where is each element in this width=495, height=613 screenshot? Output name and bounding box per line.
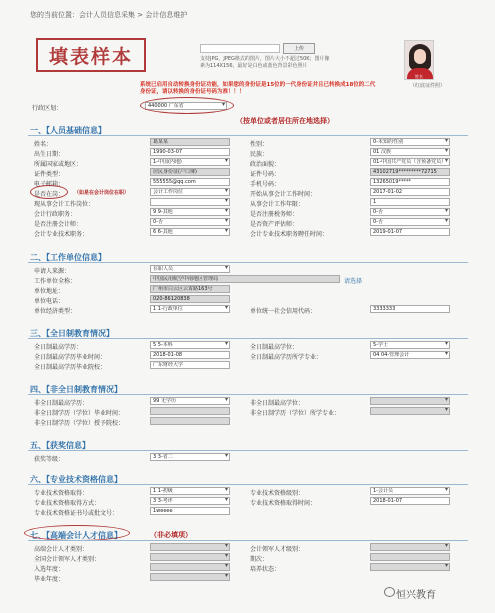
idtype-field[interactable]: 居民身份证(户口簿) bbox=[150, 168, 230, 176]
phone-label: 手机号码： bbox=[250, 181, 281, 188]
admin-region-instruction: （按单位或者居住所在地选择） bbox=[236, 117, 334, 125]
section-divider bbox=[28, 484, 468, 485]
section-basic-info: 一、【人员基础信息】 bbox=[30, 126, 106, 135]
senior-grad-label: 毕业年度： bbox=[34, 576, 65, 583]
idno-field[interactable]: 43102719*********72715 bbox=[370, 168, 450, 176]
unit-label: 工作单位全称： bbox=[34, 278, 77, 285]
startdate-field[interactable]: 2017-01-02 bbox=[370, 188, 450, 196]
ft-school-label: 全日制最高学历毕业院校： bbox=[34, 364, 107, 371]
addr-label: 单位地址： bbox=[34, 288, 65, 295]
ft-school-field[interactable]: 广东财经大学 bbox=[150, 361, 230, 369]
unit-field[interactable]: 中国民用航空中南地区管理局 bbox=[150, 275, 340, 283]
email-label: 电子邮箱： bbox=[34, 181, 65, 188]
working-label: 是否在岗： bbox=[34, 191, 65, 198]
notice-text: 系统已启用自动转换身份证功能，如果您的身份证是15位的一代身份证并且已转换成18位的二代身份证，请以转换的身份证号码为准！！！ bbox=[140, 82, 376, 95]
unit-select-link[interactable]: 请选择 bbox=[344, 278, 363, 285]
senior-training-label: 培养状态： bbox=[250, 566, 281, 573]
senior-grad-select[interactable] bbox=[150, 573, 230, 581]
senior-year-label: 入选年度： bbox=[34, 566, 65, 573]
working-note: （如是在会计岗位在职） bbox=[74, 190, 130, 196]
tech-post-select[interactable]: 6 6-其他 ▾ bbox=[150, 228, 230, 236]
tech-name-label: 专业技术资格取得： bbox=[34, 490, 89, 497]
idtype-label: 证件类型： bbox=[34, 171, 65, 178]
senior-type-select[interactable] bbox=[150, 543, 230, 551]
senior-level-label: 会计领军人才级别： bbox=[250, 546, 305, 553]
ft-degree-select[interactable]: 5-学士 ▾ bbox=[370, 341, 450, 349]
senior-training-select[interactable] bbox=[370, 563, 450, 571]
nature-select[interactable]: 1 1-行政单位 ▾ bbox=[150, 305, 230, 313]
pt-major-label: 非全日制学历（学位）所学专业： bbox=[250, 410, 341, 417]
assessor-label: 是否资产评估师： bbox=[250, 221, 299, 228]
nature-label: 单位经济类型： bbox=[34, 308, 77, 315]
admin-region-select[interactable]: 440000 广东省 ▾ bbox=[145, 102, 227, 110]
pt-degree-select[interactable] bbox=[370, 397, 450, 405]
ft-degree-label: 全日制最高学位： bbox=[250, 344, 299, 351]
tech-date-label: 会计专业技术职务聘任时间： bbox=[250, 231, 329, 238]
tech-time-field[interactable]: 2018-01-07 bbox=[370, 497, 450, 505]
tech-date-field[interactable]: 2019-01-07 bbox=[370, 228, 450, 236]
tech-post-label: 会计专业技术职务： bbox=[34, 231, 89, 238]
pt-date-field[interactable] bbox=[150, 407, 230, 415]
pt-edu-label: 非全日制最高学历： bbox=[34, 400, 89, 407]
senior-circle bbox=[24, 525, 130, 541]
admin-post-label: 会计行政职务： bbox=[34, 211, 77, 218]
senior-level-select[interactable] bbox=[370, 543, 450, 551]
gender-label: 性别： bbox=[250, 141, 269, 148]
source-select[interactable]: 在职人员 ▾ bbox=[150, 265, 230, 273]
section-divider bbox=[28, 338, 468, 339]
pt-school-label: 非全日制学历（学位）授予院校： bbox=[34, 420, 125, 427]
senior-national-label: 全国会计领军人才类别： bbox=[34, 556, 101, 563]
tech-cert-label: 专业技术资格证书号或批文号： bbox=[34, 510, 119, 517]
tech-time-label: 专业技术资格取得时间： bbox=[250, 500, 317, 507]
position-select[interactable] bbox=[150, 198, 230, 206]
years-label: 从事会计工作年限： bbox=[250, 201, 305, 208]
political-select[interactable]: 01-中国共产党员（含预备党员） ▾ bbox=[370, 158, 450, 166]
section-divider bbox=[28, 135, 468, 136]
award-level-label: 获奖等级： bbox=[34, 456, 65, 463]
admin-region-circle bbox=[140, 97, 234, 114]
pt-degree-label: 非全日制最高学位： bbox=[250, 400, 305, 407]
section-divider bbox=[28, 262, 468, 263]
photo-caption: （红底证件照） bbox=[410, 83, 446, 89]
tech-level-label: 专业技术资格级别： bbox=[250, 490, 305, 497]
registered-select[interactable]: 0-否 ▾ bbox=[370, 208, 450, 216]
senior-term-field[interactable] bbox=[370, 553, 450, 561]
startdate-label: 开始从事会计工作时间： bbox=[250, 191, 317, 198]
ethnic-label: 民族： bbox=[250, 151, 269, 158]
admin-post-select[interactable]: 9 9-其他 ▾ bbox=[150, 208, 230, 216]
ft-edu-label: 全日制最高学历： bbox=[34, 344, 83, 351]
position-label: 现从事会计工作岗位： bbox=[34, 201, 95, 208]
years-field[interactable]: 1 bbox=[370, 198, 450, 206]
upload-button[interactable]: 上传 bbox=[283, 43, 315, 54]
working-select[interactable]: 会计工作岗位 ▾ bbox=[150, 188, 230, 196]
pt-school-field[interactable] bbox=[150, 417, 230, 425]
credit-label: 单位统一社会信用代码： bbox=[250, 308, 317, 315]
senior-national-select[interactable] bbox=[150, 553, 230, 561]
senior-type-label: 高端会计人才类别： bbox=[34, 546, 89, 553]
tech-cert-field[interactable]: 1weeee bbox=[150, 507, 230, 515]
country-select[interactable]: 1-中国(内地) ▾ bbox=[150, 158, 230, 166]
pt-date-label: 非全日制学历（学位）毕业时间： bbox=[34, 410, 125, 417]
sample-stamp: 填表样本 bbox=[36, 38, 146, 72]
admin-region-label: 行政区划： bbox=[32, 105, 63, 112]
birth-field[interactable]: 1990-03-07 bbox=[150, 148, 230, 156]
name-label: 姓名： bbox=[34, 141, 53, 148]
senior-term-label: 期次： bbox=[250, 556, 269, 563]
name-field[interactable]: 葛某某 bbox=[150, 138, 230, 146]
ft-major-select[interactable]: 04 04-管理会计 ▾ bbox=[370, 351, 450, 359]
section-work-info: 二、【工作单位信息】 bbox=[30, 253, 106, 262]
breadcrumb: 您的当前位置：会计人员信息采集 > 会计信息维护 bbox=[30, 11, 188, 19]
photo-name: 姓名 bbox=[415, 74, 423, 79]
section-senior-talent: 七、【高端会计人才信息】 bbox=[30, 531, 122, 540]
ft-major-label: 全日制最高学历所学专业： bbox=[250, 354, 323, 361]
upload-tip: 支持JPG，JPEG格式的图片，图片大小不超过50K；图片像素为114X156，最好是白色或蓝色背景彩色照片 bbox=[200, 56, 330, 69]
id-photo bbox=[404, 40, 434, 80]
section-tech-qualification: 六、【专业技术资格信息】 bbox=[30, 475, 122, 484]
tel-label: 单位电话： bbox=[34, 298, 65, 305]
registered-label: 是否注册税务师： bbox=[250, 211, 299, 218]
award-level-select[interactable]: 3 3-省二 ▾ bbox=[150, 453, 230, 461]
source-label: 申请人来源： bbox=[34, 268, 71, 275]
phone-field[interactable]: 13265019***** bbox=[370, 178, 450, 186]
birth-label: 出生日期： bbox=[34, 151, 65, 158]
addr-field[interactable]: 广州市白云区云霄路163号 bbox=[150, 285, 230, 293]
ft-date-label: 全日制最高学历毕业时间： bbox=[34, 354, 107, 361]
optional-note: （非必填项） bbox=[150, 531, 192, 539]
cpa-label: 是否注册会计师： bbox=[34, 221, 83, 228]
working-circle bbox=[30, 185, 68, 199]
email-field[interactable]: 555555@qq.com bbox=[150, 178, 230, 186]
photo-file-input[interactable] bbox=[200, 44, 280, 53]
assessor-select[interactable]: 0-否 ▾ bbox=[370, 218, 450, 226]
ft-date-field[interactable]: 2018-01-08 bbox=[150, 351, 230, 359]
section-divider bbox=[28, 394, 468, 395]
tel-field[interactable]: 020-86120838 bbox=[150, 295, 230, 303]
pt-major-select[interactable] bbox=[370, 407, 450, 415]
country-label: 所属国家或地区： bbox=[34, 161, 83, 168]
section-divider bbox=[28, 450, 468, 451]
credit-field[interactable]: 3333333 bbox=[370, 305, 450, 313]
tech-name-select[interactable]: 1 1-初级 ▾ bbox=[150, 487, 230, 495]
ethnic-select[interactable]: 01 汉族 ▾ bbox=[370, 148, 450, 156]
pt-edu-select[interactable]: 99 无学历 ▾ bbox=[150, 397, 230, 405]
section-divider bbox=[28, 540, 468, 541]
political-label: 政治面貌： bbox=[250, 161, 281, 168]
ft-edu-select[interactable]: 5 5-本科 ▾ bbox=[150, 341, 230, 349]
tech-level-select[interactable]: 1-会计员 ▾ bbox=[370, 487, 450, 495]
watermark: 恒兴教育 bbox=[396, 590, 436, 601]
section-parttime-edu: 四、【非全日制教育情况】 bbox=[30, 385, 122, 394]
section-fulltime-edu: 三、【全日制教育情况】 bbox=[30, 329, 114, 338]
cpa-select[interactable]: 0-否 ▾ bbox=[150, 218, 230, 226]
tech-mode-label: 专业技术资格取得方式： bbox=[34, 500, 101, 507]
wechat-icon bbox=[384, 587, 395, 597]
senior-year-select[interactable] bbox=[150, 563, 230, 571]
gender-select[interactable]: 0-未知的性别 ▾ bbox=[370, 138, 450, 146]
section-award: 五、【获奖信息】 bbox=[30, 441, 90, 450]
tech-mode-select[interactable]: 3 3-考评 ▾ bbox=[150, 497, 230, 505]
idno-label: 证件号码： bbox=[250, 171, 281, 178]
